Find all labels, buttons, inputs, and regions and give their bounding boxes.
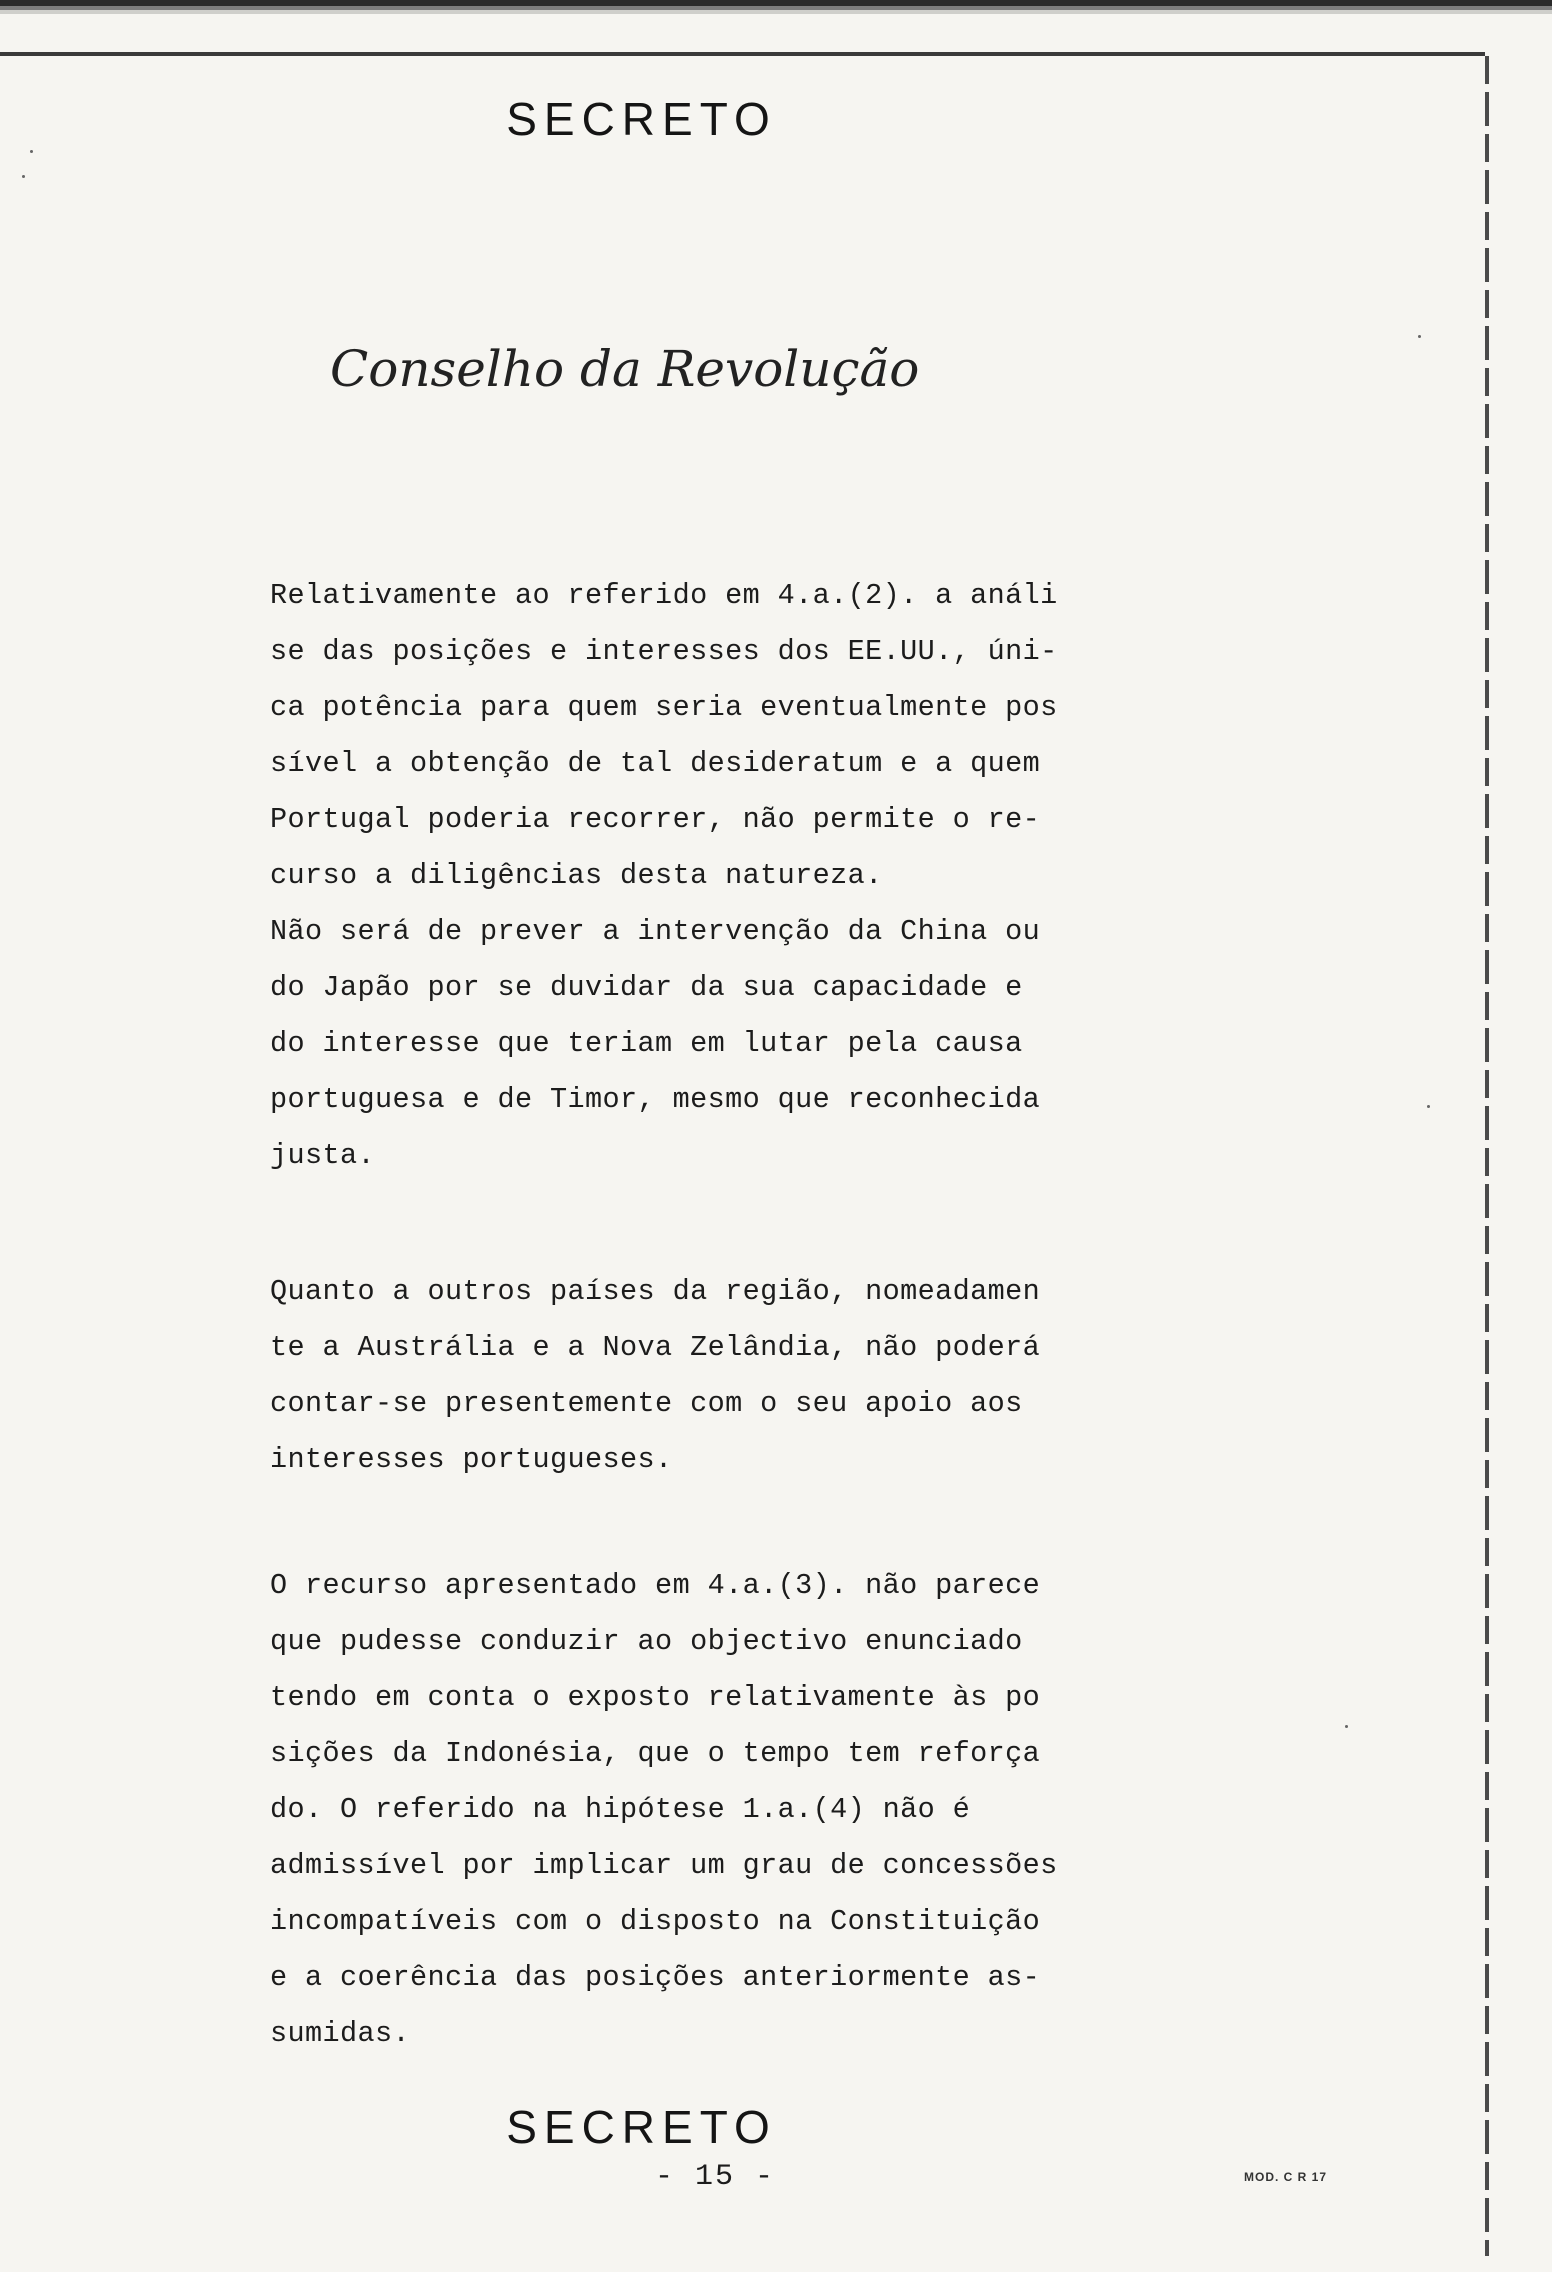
text-line: O recurso apresentado em 4.a.(3). não parece: [270, 1569, 1041, 1602]
text-line: sível a obtenção de tal desideratum e a quem: [270, 747, 1041, 780]
text-line: contar-se presentemente com o seu apoio aos: [270, 1387, 1023, 1420]
paragraph-2: [270, 1264, 1230, 1488]
letterhead-title: Conselho da Revolução: [330, 340, 920, 398]
text-line: tendo em conta o exposto relativamente às po: [270, 1681, 1041, 1714]
classification-header: SECRETO: [506, 93, 777, 145]
text-line: Não será de prever a intervenção da China ou: [270, 915, 1041, 948]
scan-speck: [1418, 335, 1421, 338]
scan-speck: [1427, 1105, 1430, 1108]
text-line: do. O referido na hipótese 1.a.(4) não é: [270, 1793, 971, 1826]
text-line: portuguesa e de Timor, mesmo que reconhecida: [270, 1083, 1041, 1116]
scan-speck: [30, 150, 33, 153]
page-top-border: [0, 52, 1485, 56]
text-line: do Japão por se duvidar da sua capacidade e: [270, 971, 1023, 1004]
text-line: sições da Indonésia, que o tempo tem reforça: [270, 1737, 1041, 1770]
text-line: Relativamente ao referido em 4.a.(2). a análi: [270, 579, 1058, 612]
form-code: MOD. C R 17: [1244, 2170, 1328, 2184]
text-line: que pudesse conduzir ao objectivo enunciado: [270, 1625, 1023, 1658]
text-line: Portugal poderia recorrer, não permite o re-: [270, 803, 1041, 836]
page-number: - 15 -: [654, 2160, 776, 2194]
paragraph-3: [270, 1558, 1230, 2062]
scan-speck: [1345, 1725, 1348, 1728]
text-line: admissível por implicar um grau de concessões: [270, 1849, 1058, 1882]
text-line: incompatíveis com o disposto na Constituição: [270, 1905, 1041, 1938]
text-line: do interesse que teriam em lutar pela causa: [270, 1027, 1023, 1060]
text-line: interesses portugueses.: [270, 1443, 673, 1476]
scan-top-edge: [0, 0, 1552, 26]
text-line: se das posições e interesses dos EE.UU., úni-: [270, 635, 1058, 668]
text-line: sumidas.: [270, 2017, 411, 2050]
text-line: te a Austrália e a Nova Zelândia, não poderá: [270, 1331, 1041, 1364]
text-line: justa.: [270, 1139, 376, 1172]
scan-speck: [22, 175, 25, 178]
document-body: [270, 568, 1230, 2062]
text-line: ca potência para quem seria eventualmente pos: [270, 691, 1058, 724]
paragraph-gap: [270, 1488, 1230, 1558]
text-line: Quanto a outros países da região, nomeadamen: [270, 1275, 1041, 1308]
classification-footer: SECRETO: [506, 2101, 777, 2153]
text-line: e a coerência das posições anteriormente as-: [270, 1961, 1041, 1994]
page-right-border: [1485, 56, 1489, 2256]
paragraph-gap: [270, 1184, 1230, 1264]
paragraph-1: [270, 568, 1230, 1184]
text-line: curso a diligências desta natureza.: [270, 859, 883, 892]
